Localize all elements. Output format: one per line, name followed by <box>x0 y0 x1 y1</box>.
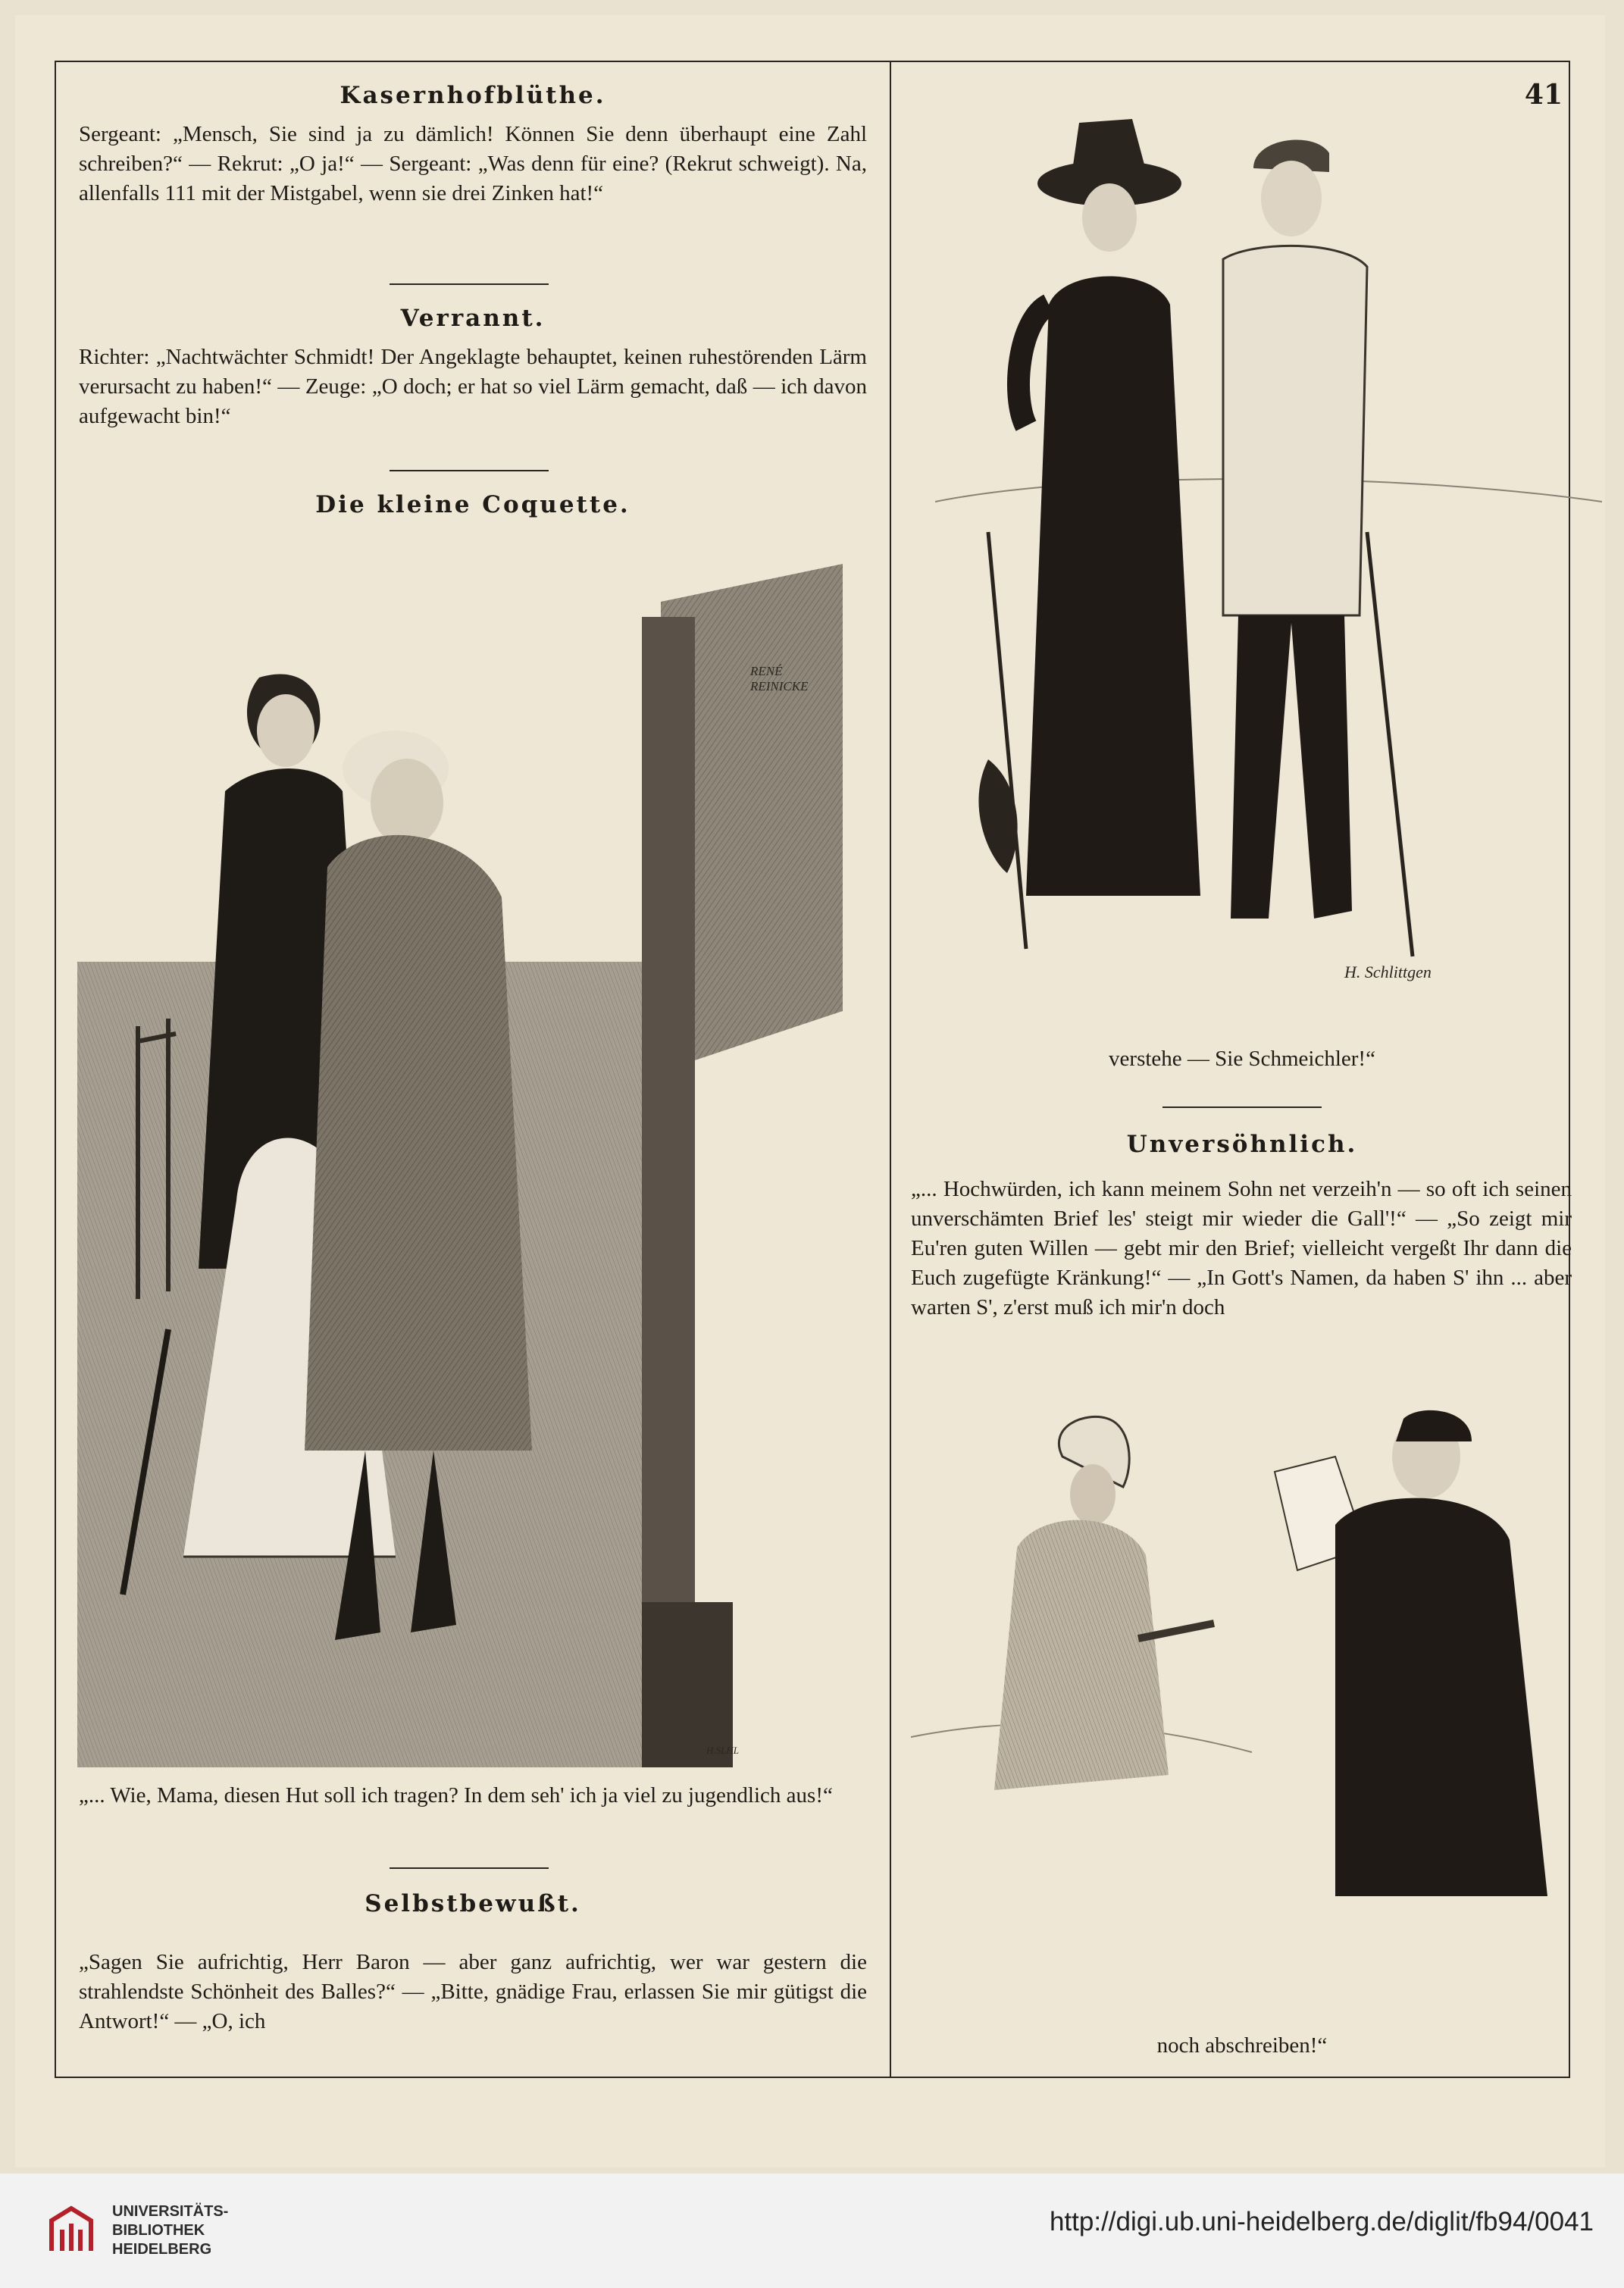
separator-rule <box>390 1867 549 1869</box>
text-selbstbewusst: „Sagen Sie aufrichtig, Herr Baron — aber ganz aufrichtig, wer war gestern die strahlendste Schönheit des Balles?“ — „Bitte, gnädige Frau, erlassen Sie mir gütigst die Antwort!“ — „O, ich <box>79 1950 867 2033</box>
magazine-page <box>15 15 1605 2167</box>
ub-logo-icon <box>44 2204 99 2258</box>
library-name-line1: UNIVERSITÄTS- <box>112 2203 229 2220</box>
artist-signature-schlittgen: H. Schlittgen <box>1344 962 1432 981</box>
illustration-priest-and-peasant <box>911 1396 1572 1926</box>
heading-die-kleine-coquette: Die kleine Coquette. <box>315 491 631 518</box>
artist-signature-slhl: H.SLHL <box>706 1745 739 1756</box>
text-kasernhofbluethe: Sergeant: „Mensch, Sie sind ja zu dämlich! Können Sie denn überhaupt eine Zahl schreiben?“ — Rekrut: „O ja!“ — Sergeant: „Was denn für eine? (Rekrut schweigt). Na, allenfalls 111 mit der Mistgabel, wenn sie drei Zinken hat!“ <box>79 122 867 205</box>
heading-selbstbewusst: Selbstbewußt. <box>365 1890 581 1917</box>
heading-verrannt: Verrannt. <box>400 305 546 332</box>
separator-rule <box>390 283 549 285</box>
page-frame <box>55 61 1570 2078</box>
library-name-line3: HEIDELBERG <box>112 2241 212 2258</box>
column-divider <box>890 62 891 2078</box>
page-number: 41 <box>1524 79 1563 111</box>
source-url[interactable]: http://digi.ub.uni-heidelberg.de/diglit/fb94/0041 <box>1049 2207 1594 2236</box>
text-verrannt: Richter: „Nachtwächter Schmidt! Der Angeklagte behauptet, keinen ruhestörenden Lärm verursacht zu haben!“ — Zeuge: „O doch; er hat so viel Lärm gemacht, daß — ich davon aufgewacht bin!“ <box>79 345 867 428</box>
text-selbstbewusst-continuation: verstehe — Sie Schmeichler!“ <box>1109 1047 1375 1071</box>
engraving-lady-and-officer <box>935 77 1602 1025</box>
separator-rule <box>390 470 549 471</box>
separator-rule <box>1162 1106 1322 1108</box>
engraving-priest-reading-letter <box>911 1396 1572 1926</box>
text-unversoehnlich-ending: noch abschreiben!“ <box>1156 2033 1328 2058</box>
text-unversoehnlich: „... Hochwürden, ich kann meinem Sohn net verzeih'n — so oft ich seinen unverschämten Brief les' steigt mir wieder die Gall'!“ — „So zeigt mir Eu'ren guten Willen — gebt mir den Brief; vielleicht vergeßt Ihr dann die Euch zugefügte Kränkung!“ — „In Gott's Namen, da haben S' ihn ... aber warten S', z'erst muß ich mir'n doch <box>911 1177 1572 1319</box>
artist-signature-reinicke: RENÉ REINICKE <box>750 664 809 693</box>
heading-kasernhofbluethe: Kasernhofblüthe. <box>340 82 606 109</box>
illustration-coquette <box>77 541 869 1767</box>
library-name <box>112 2202 228 2259</box>
library-footer <box>0 2174 1624 2288</box>
caption-coquette: „... Wie, Mama, diesen Hut soll ich tragen? In dem seh' ich ja viel zu jugendlich aus!“ <box>79 1783 833 1808</box>
illustration-couple <box>935 77 1602 1025</box>
heading-unversoehnlich: Unversöhnlich. <box>1126 1131 1358 1158</box>
engraving-mother-and-daughter <box>77 541 869 1767</box>
library-name-line2: BIBLIOTHEK <box>112 2222 205 2239</box>
